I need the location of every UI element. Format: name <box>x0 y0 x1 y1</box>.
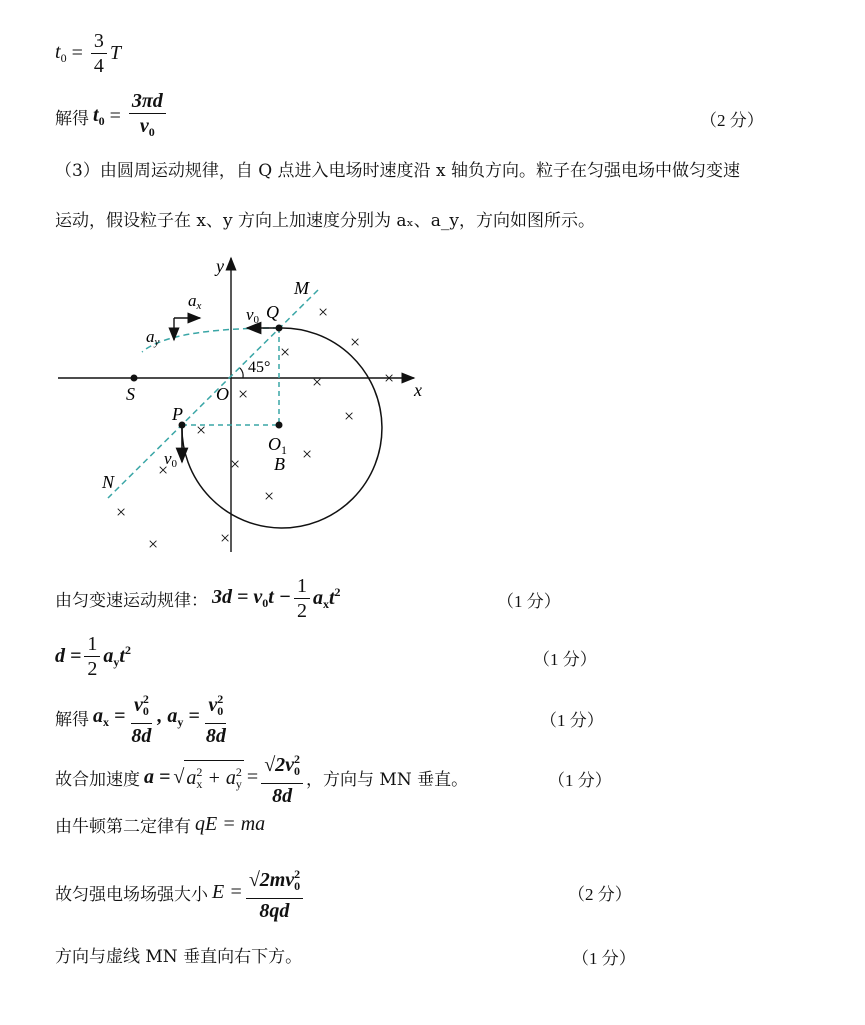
paragraph-3-line1: （3）由圆周运动规律，自 Q 点进入电场时速度沿 x 轴负方向。粒子在匀强电场中做匀变速 <box>55 161 740 181</box>
equation-field: 故匀强电场场强大小 E = $\frac{√2mv_0^2}{8qd}$ <box>55 863 306 922</box>
label-ay: ay <box>146 327 160 348</box>
field-marker: × <box>116 502 127 522</box>
field-marker: × <box>318 302 329 322</box>
equation-t0: $t_0$ = $\frac{3}{4}$ T <box>55 30 121 77</box>
label-Q: Q <box>266 302 279 322</box>
field-marker: × <box>230 454 241 474</box>
field-marker: × <box>264 486 275 506</box>
score-9: （2 分） <box>568 885 632 904</box>
direction-statement: 方向与虚线 MN 垂直向右下方。 <box>55 947 303 967</box>
field-marker: × <box>350 332 361 352</box>
angle-arc <box>240 368 243 378</box>
score-7: （1 分） <box>548 771 612 790</box>
label-S: S <box>126 384 135 404</box>
score-6: （1 分） <box>540 711 604 730</box>
label-O: O <box>216 384 229 404</box>
score-4: （1 分） <box>497 592 561 611</box>
score-5: （1 分） <box>533 650 597 669</box>
label-N: N <box>102 472 115 492</box>
field-marker: × <box>238 384 249 404</box>
y-axis-label: y <box>216 256 224 276</box>
field-marker: × <box>196 420 207 440</box>
label-ax: ax <box>188 291 202 312</box>
field-marker: × <box>384 368 395 388</box>
equation-t0-solved: 解得 $t_0$ = $\frac{3\pi d}{v_0}$ <box>55 90 169 143</box>
motion-diagram <box>0 240 440 560</box>
equation-newton: 由牛顿第二定律有 qE = ma <box>55 813 266 837</box>
label-B: B <box>274 454 285 474</box>
label-v0-left: v0 <box>164 449 178 470</box>
label-M: M <box>294 278 309 298</box>
equation-y-motion: d = $\frac{1}{2}$ $a_yt^2$ <box>55 633 131 680</box>
field-marker: × <box>302 444 313 464</box>
angle-label: 45° <box>248 359 271 376</box>
label-P: P <box>172 404 183 424</box>
field-marker: × <box>312 372 323 392</box>
point-O1 <box>276 422 283 429</box>
paragraph-3-line2: 运动，假设粒子在 x、y 方向上加速度分别为 aₓ、a_y，方向如图所示。 <box>55 211 595 231</box>
field-marker: × <box>280 342 291 362</box>
field-marker: × <box>220 528 231 548</box>
score-2: （2 分） <box>700 111 764 130</box>
x-axis-label: x <box>414 380 422 400</box>
line-MN <box>108 290 318 498</box>
equation-x-motion: 由匀变速运动规律： $3d = v_0t$ − $\frac{1}{2}$ $a_xt^2$ <box>55 575 341 622</box>
point-S <box>131 375 138 382</box>
label-O1: $O_1$ <box>268 434 287 457</box>
field-marker: × <box>148 534 159 554</box>
equation-net-accel: 故合加速度 a = √ $a_x^2 + a_y^2$ = $\frac{√2v_0^2}{8d}$ ，方向与 MN 垂直。 <box>55 748 468 807</box>
score-10: （1 分） <box>572 949 636 968</box>
field-marker: × <box>158 460 169 480</box>
label-v0-top: v0 <box>246 305 260 326</box>
equation-accel-solved: 解得 $a_x$ = $\frac{v_0^2}{8d}$ , $a_y$ = $\frac{v_0^2}{8d}$ <box>55 688 232 747</box>
field-marker: × <box>344 406 355 426</box>
